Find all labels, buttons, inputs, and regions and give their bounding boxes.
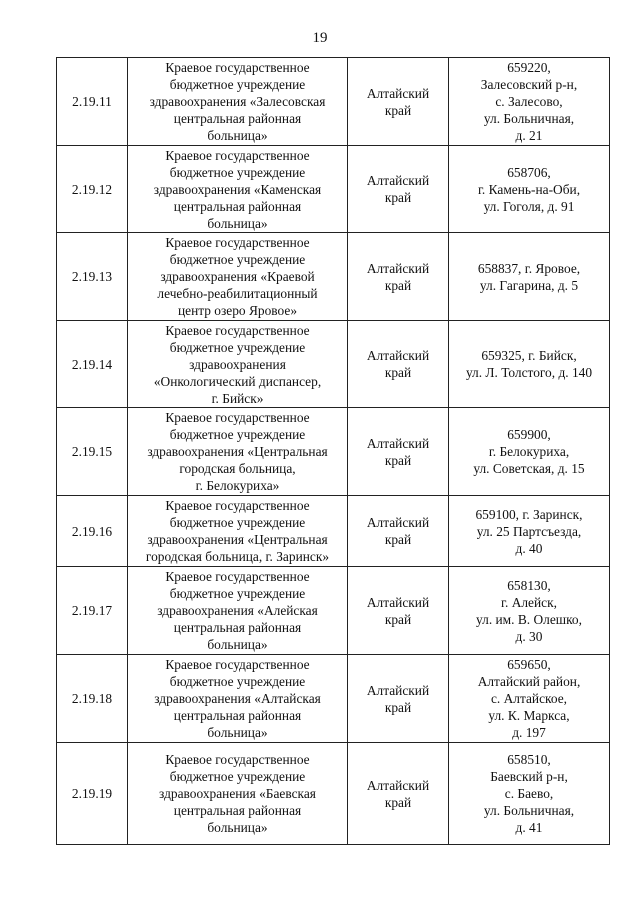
table-row	[57, 58, 610, 146]
row-number: 2.19.16	[57, 496, 128, 567]
region: Алтайский край	[348, 233, 449, 321]
table-row	[57, 743, 610, 845]
row-number: 2.19.13	[57, 233, 128, 321]
institution-name: Краевое государственное бюджетное учреждение здравоохранения «Каменская центральная районная больница»	[128, 146, 348, 233]
page-number: 19	[312, 30, 328, 46]
institution-name: Краевое государственное бюджетное учреждение здравоохранения «Залесовская центральная районная больница»	[128, 58, 348, 146]
row-number: 2.19.17	[57, 567, 128, 655]
row-number: 2.19.19	[57, 743, 128, 845]
row-number: 2.19.12	[57, 146, 128, 233]
row-number: 2.19.14	[57, 321, 128, 408]
institutions-table	[56, 57, 610, 845]
table-row	[57, 321, 610, 408]
address: 659650, Алтайский район, с. Алтайское, ул. К. Маркса, д. 197	[449, 655, 610, 743]
institution-name: Краевое государственное бюджетное учреждение здравоохранения «Центральная городская больница, г. Заринск»	[128, 496, 348, 567]
table-row	[57, 567, 610, 655]
row-number: 2.19.11	[57, 58, 128, 146]
table-row	[57, 408, 610, 496]
address: 658510, Баевский р-н, с. Баево, ул. Больничная, д. 41	[449, 743, 610, 845]
institution-name: Краевое государственное бюджетное учреждение здравоохранения «Краевой лечебно-реабилитационный центр озеро Яровое»	[128, 233, 348, 321]
address: 659100, г. Заринск, ул. 25 Партсъезда, д. 40	[449, 496, 610, 567]
region: Алтайский край	[348, 567, 449, 655]
address: 659325, г. Бийск, ул. Л. Толстого, д. 140	[449, 321, 610, 408]
region: Алтайский край	[348, 321, 449, 408]
row-number: 2.19.18	[57, 655, 128, 743]
region: Алтайский край	[348, 743, 449, 845]
institution-name: Краевое государственное бюджетное учреждение здравоохранения «Онкологический диспансер, г. Бийск»	[128, 321, 348, 408]
table-row	[57, 496, 610, 567]
address: 658130, г. Алейск, ул. им. В. Олешко, д. 30	[449, 567, 610, 655]
row-number: 2.19.15	[57, 408, 128, 496]
institution-name: Краевое государственное бюджетное учреждение здравоохранения «Баевская центральная районная больница»	[128, 743, 348, 845]
address: 659900, г. Белокуриха, ул. Советская, д. 15	[449, 408, 610, 496]
table-row	[57, 146, 610, 233]
address: 659220, Залесовский р-н, с. Залесово, ул. Больничная, д. 21	[449, 58, 610, 146]
institution-name: Краевое государственное бюджетное учреждение здравоохранения «Алейская центральная районная больница»	[128, 567, 348, 655]
table-row	[57, 233, 610, 321]
institution-name: Краевое государственное бюджетное учреждение здравоохранения «Центральная городская больница, г. Белокуриха»	[128, 408, 348, 496]
address: 658706, г. Камень-на-Оби, ул. Гоголя, д. 91	[449, 146, 610, 233]
region: Алтайский край	[348, 58, 449, 146]
address: 658837, г. Яровое, ул. Гагарина, д. 5	[449, 233, 610, 321]
region: Алтайский край	[348, 496, 449, 567]
region: Алтайский край	[348, 146, 449, 233]
region: Алтайский край	[348, 655, 449, 743]
institution-name: Краевое государственное бюджетное учреждение здравоохранения «Алтайская центральная районная больница»	[128, 655, 348, 743]
region: Алтайский край	[348, 408, 449, 496]
table-row	[57, 655, 610, 743]
